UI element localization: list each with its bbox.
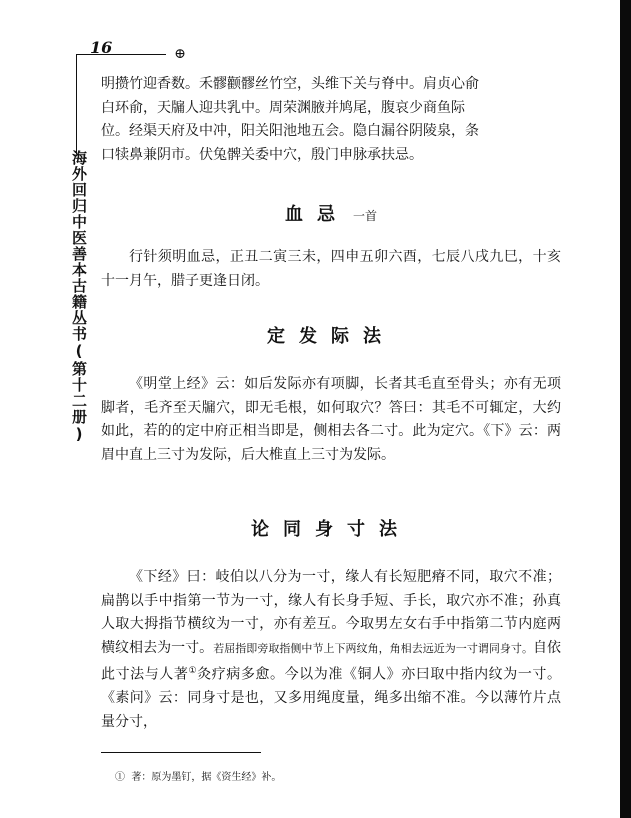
heading-blood-taboo — [101, 200, 561, 226]
footnote-marker: ① — [188, 666, 198, 676]
paragraph-part: 自依此寸法与人著 — [101, 639, 562, 683]
heading-hairline-method — [101, 322, 561, 348]
hairline-paragraph — [101, 373, 561, 467]
page-number: 16 — [90, 38, 113, 57]
verse-line: 位。经渠天府及中冲，阳关阳池地五会。隐白漏谷阴陵泉，条 — [101, 123, 479, 139]
verse-line: 白环俞，天牖人迎共乳中。周荣渊腋并鸠尾，腹哀少商鱼际 — [101, 99, 465, 116]
paragraph-text: 《明堂上经》云：如后发际亦有项脚，长者其毛直至骨头；亦有无项脚者，毛齐至天牖穴，即无毛根，如何取穴？答曰：其毛不可辄定，大约如此，若的的定中府正相当即是，侧相去各二寸。此为定穴。《下》云：两眉中直上三寸为发际，后大椎直上三寸为发际。 — [101, 376, 561, 463]
footnote-rule — [101, 752, 261, 753]
inline-note: 若屈指即旁取指侧中节上下两纹角，角相去远近为一寸谓同身寸。 — [213, 641, 533, 655]
footnote-text: 著：原为墨钉，据《资生经》补。 — [131, 772, 282, 783]
verse-line: 口犊鼻兼阴市。伏兔髀关委中穴，殷门申脉承扶忌。 — [101, 146, 423, 163]
footnote-number: ① — [115, 772, 125, 783]
blood-taboo-paragraph — [101, 246, 561, 293]
ornament-icon: ⊕ — [174, 46, 186, 62]
scan-edge — [620, 0, 631, 818]
paragraph-text — [101, 566, 561, 734]
paragraph-part: 灸疗病多愈。今以为准《铜人》亦曰取中指内纹为一寸。《素问》云：同身寸是也，又多用绳度量，绳多出缩不准。今以薄竹片点量分寸， — [101, 666, 561, 730]
paragraph-text: 行针须明血忌，正丑二寅三未，四申五卯六酉，七辰八戌九巳，十亥十一月午，腊子更逢日闭。 — [101, 249, 561, 289]
series-title: 海外回归中医善本古籍丛书(第十二册) — [70, 150, 88, 444]
paragraph-part: 《下经》曰：岐伯以八分为一寸，缘人有长短肥瘠不同，取穴不准；扁鹊以手中指第一节为一寸，缘人有长身手短、手长，取穴亦不准；孙真人取大拇指节横纹为一寸，亦有差互。今取男左女右手中指第二节内庭两横纹相去为一寸。 — [101, 569, 561, 656]
footnote — [115, 768, 281, 783]
heading-title: 定发际法 — [267, 326, 395, 347]
heading-title: 论同身寸法 — [251, 519, 411, 540]
heading-subtitle: 一首 — [352, 209, 377, 223]
header-vertical-rule — [76, 54, 77, 154]
heading-title: 血忌 — [284, 204, 349, 225]
body-cun-paragraph — [101, 566, 561, 734]
heading-body-cun-method — [101, 515, 561, 541]
verse-block — [101, 73, 561, 167]
verse-line: 明攒竹迎香数。禾髎颧髎丝竹空，头维下关与脊中。肩贞心俞 — [101, 76, 479, 92]
header-rule — [76, 54, 166, 55]
